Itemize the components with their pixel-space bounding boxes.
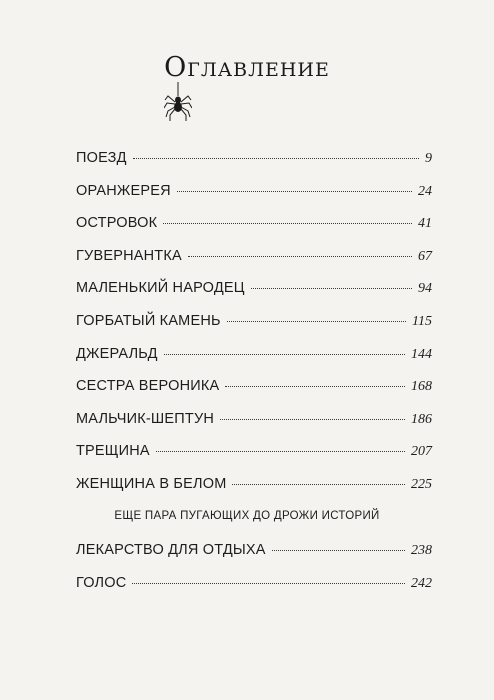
toc-entry-label: ГУВЕРНАНТКА (76, 247, 182, 264)
dot-leader (272, 550, 405, 551)
dot-leader (220, 419, 405, 420)
toc-entry[interactable] (76, 248, 432, 281)
toc-entry-page: 144 (411, 346, 432, 362)
toc-entry[interactable] (76, 183, 432, 216)
dot-leader (232, 484, 405, 485)
dot-leader (133, 158, 419, 159)
table-of-contents (76, 150, 432, 509)
toc-entry-page: 67 (418, 248, 432, 264)
toc-entry-page: 186 (411, 411, 432, 427)
toc-entry-label: ГОЛОС (76, 574, 127, 591)
toc-entry[interactable] (76, 150, 432, 183)
toc-entry-page: 242 (411, 575, 432, 591)
toc-entry-label: ДЖЕРАЛЬД (76, 345, 158, 362)
toc-entry-label: ГОРБАТЫЙ КАМЕНЬ (76, 312, 221, 329)
toc-entry[interactable] (76, 575, 432, 608)
dot-leader (132, 583, 405, 584)
toc-entry-label: ОРАНЖЕРЕЯ (76, 182, 171, 199)
toc-entry[interactable] (76, 313, 432, 346)
toc-entry-label: ЖЕНЩИНА В БЕЛОМ (76, 475, 227, 492)
toc-entry-page: 94 (418, 281, 432, 297)
toc-entry-label: ТРЕЩИНА (76, 443, 150, 460)
toc-entry[interactable] (76, 476, 432, 509)
toc-entry-label: МАЛЕНЬКИЙ НАРОДЕЦ (76, 280, 245, 297)
toc-entry-label: ПОЕЗД (76, 150, 127, 166)
toc-entry-page: 24 (418, 183, 432, 199)
extra-table-of-contents (76, 542, 432, 607)
toc-entry-page: 168 (411, 379, 432, 395)
dot-leader (164, 354, 405, 355)
toc-entry-page: 207 (411, 444, 432, 460)
dot-leader (156, 451, 405, 452)
toc-entry-page: 225 (411, 476, 432, 492)
spider-icon (164, 82, 192, 122)
dot-leader (251, 288, 412, 289)
section-heading: ЕЩЕ ПАРА ПУГАЮЩИХ ДО ДРОЖИ ИСТОРИЙ (114, 510, 380, 522)
toc-entry[interactable] (76, 280, 432, 313)
dot-leader (227, 321, 406, 322)
toc-entry[interactable] (76, 542, 432, 575)
toc-entry-label: СЕСТРА ВЕРОНИКА (76, 378, 220, 395)
toc-entry-label: ЛЕКАРСТВО ДЛЯ ОТДЫХА (76, 542, 266, 558)
toc-entry[interactable] (76, 215, 432, 248)
dot-leader (163, 223, 412, 224)
page-title: Оглавление (164, 52, 330, 83)
dot-leader (177, 191, 412, 192)
toc-entry-page: 41 (418, 216, 432, 232)
toc-entry[interactable] (76, 378, 432, 411)
toc-entry[interactable] (76, 443, 432, 476)
toc-entry-label: МАЛЬЧИК-ШЕПТУН (76, 410, 215, 427)
dot-leader (225, 386, 405, 387)
toc-entry-page: 115 (412, 313, 432, 329)
toc-entry-page: 238 (411, 543, 432, 558)
toc-entry[interactable] (76, 411, 432, 444)
toc-entry[interactable] (76, 346, 432, 379)
toc-entry-label: ОСТРОВОК (76, 215, 158, 232)
dot-leader (188, 256, 412, 257)
toc-entry-page: 9 (425, 151, 432, 166)
